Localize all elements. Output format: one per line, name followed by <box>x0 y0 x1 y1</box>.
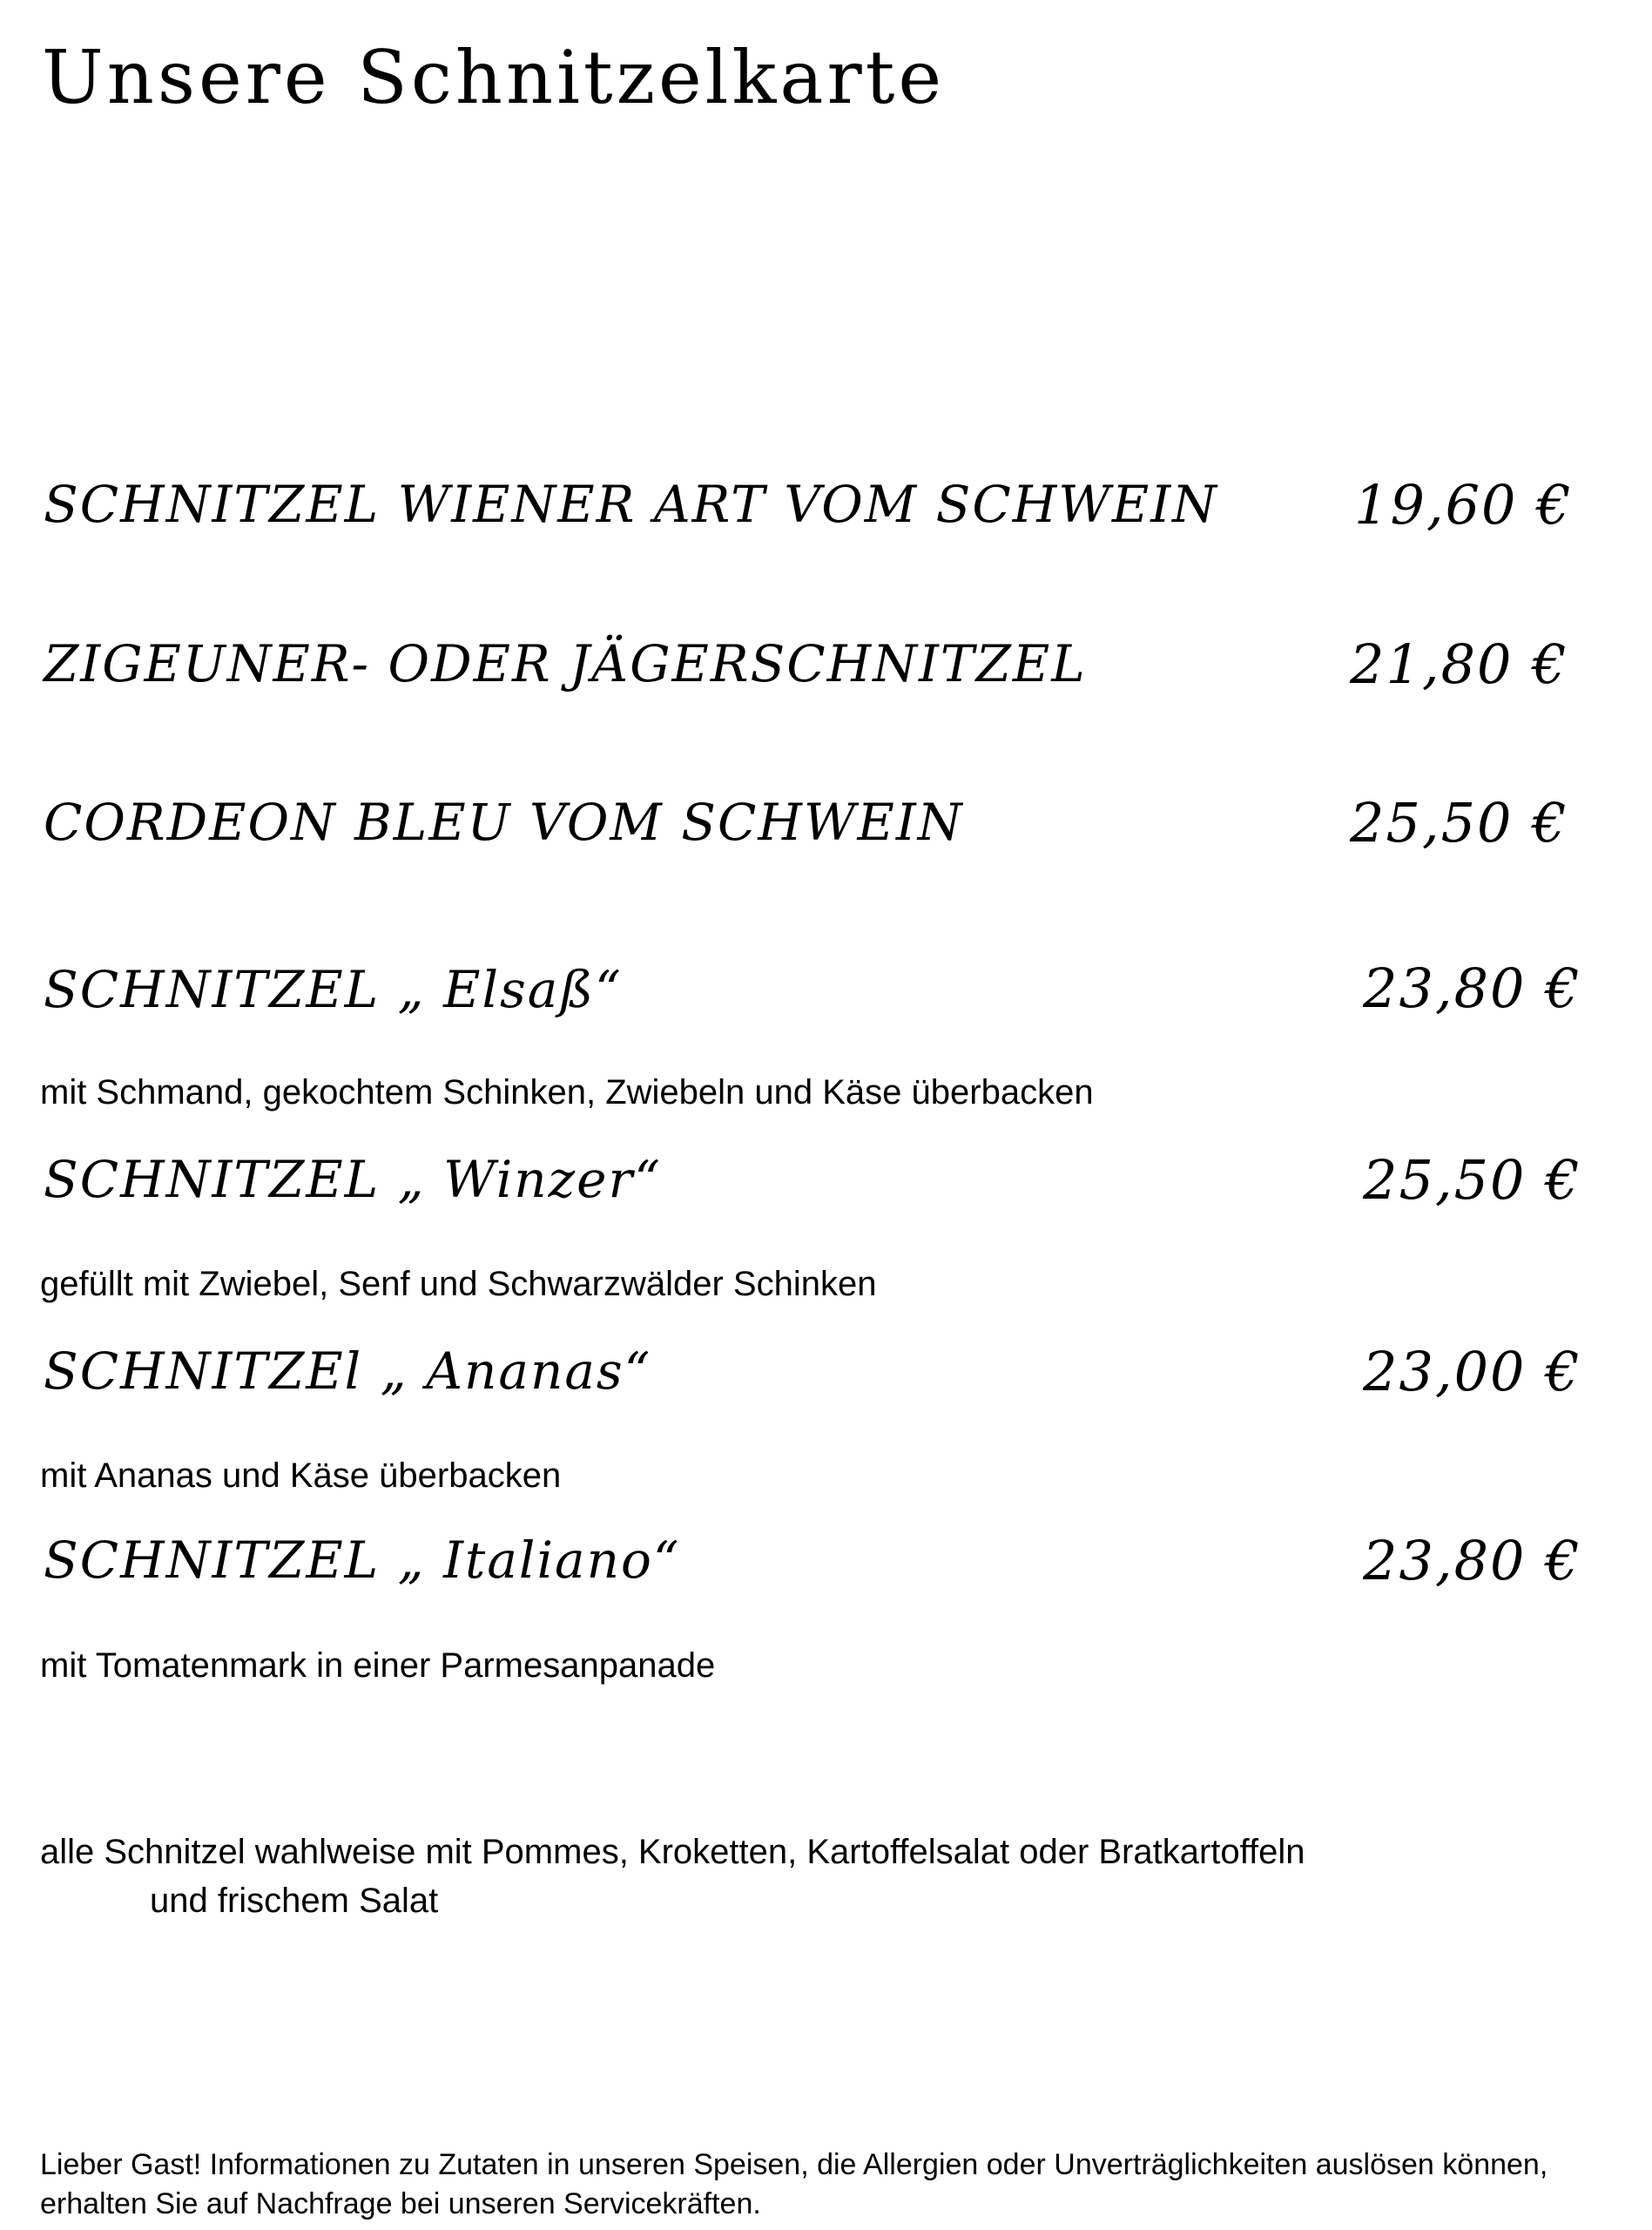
menu-item-price: 21,80 € <box>1350 632 1568 696</box>
allergy-note: Lieber Gast! Informationen zu Zutaten in unseren Speisen, die Allergien oder Unverträglichkeiten auslösen können, erhalten Sie auf Nachfrage bei unseren Servicekräften. <box>40 2148 1548 2220</box>
side-dish-note <box>40 1828 1305 1925</box>
menu-item-name: SCHNITZEl „ Ananas“ <box>44 1341 652 1401</box>
menu-item-name: SCHNITZEL WIENER ART VOM SCHWEIN <box>44 475 1218 534</box>
menu-item-name: CORDEON BLEU VOM SCHWEIN <box>44 793 964 852</box>
side-dish-note-line1: alle Schnitzel wahlweise mit Pommes, Kroketten, Kartoffelsalat oder Bratkartoffeln <box>40 1833 1305 1871</box>
side-dish-note-line2: und frischem Salat <box>150 1882 439 1920</box>
menu-item-price: 23,00 € <box>1363 1340 1581 1403</box>
menu-item-price: 23,80 € <box>1363 1529 1581 1592</box>
menu-item-name: SCHNITZEL „ Elsaß“ <box>44 960 623 1019</box>
menu-item-description: mit Ananas und Käse überbacken <box>40 1456 562 1495</box>
menu-item-name: ZIGEUNER- ODER JÄGERSCHNITZEL <box>44 634 1087 693</box>
page-title: Unsere Schnitzelkarte <box>42 35 946 120</box>
menu-item-name: SCHNITZEL „ Italiano“ <box>44 1531 681 1590</box>
menu-item-description: mit Tomatenmark in einer Parmesanpanade <box>40 1646 716 1685</box>
menu-item-price: 25,50 € <box>1363 1148 1581 1212</box>
menu-item-price: 25,50 € <box>1350 791 1568 855</box>
menu-item-price: 23,80 € <box>1363 956 1581 1020</box>
menu-item-price: 19,60 € <box>1354 473 1573 537</box>
menu-item-description: mit Schmand, gekochtem Schinken, Zwiebeln und Käse überbacken <box>40 1073 1094 1112</box>
menu-item-description: gefüllt mit Zwiebel, Senf und Schwarzwälder Schinken <box>40 1265 877 1303</box>
menu-item-name: SCHNITZEL „ Winzer“ <box>44 1150 662 1209</box>
